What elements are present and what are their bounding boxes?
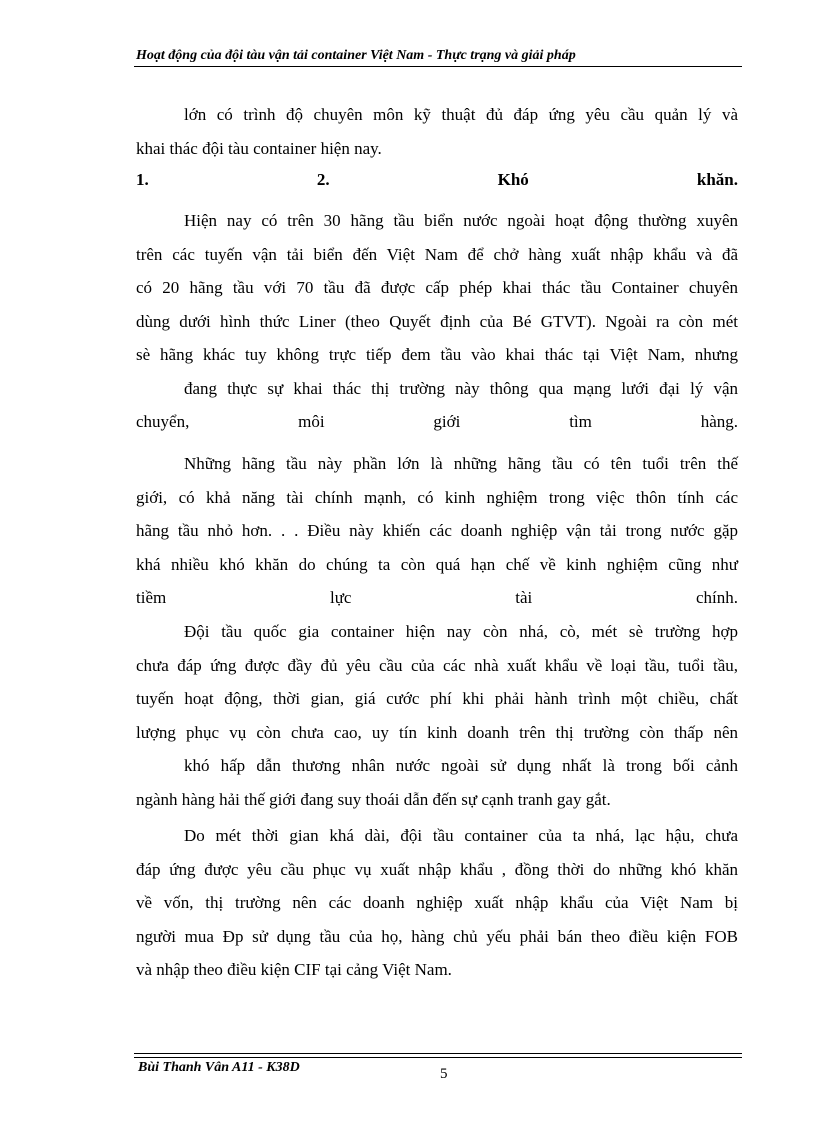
text-line: lượng phục vụ còn chưa cao, uy tín kinh doanh trên thị trường còn thấp nên: [136, 722, 738, 742]
text-line: Đội tầu quốc gia container hiện nay còn nhá, cò, mét sè trường hợp: [184, 622, 738, 641]
paragraph-1: [136, 204, 738, 439]
text-line: trên các tuyến vận tải biển đến Việt Nam để chở hàng xuất nhập khẩu và đã: [136, 244, 738, 264]
paragraph-2: [136, 447, 738, 615]
text-line: khó hấp dẫn thương nhân nước ngoài sử dụng nhất là trong bối cảnh: [184, 756, 738, 775]
text-line: Hiện nay có trên 30 hãng tầu biển nước ngoài hoạt động thường xuyên: [184, 211, 738, 230]
running-header: Hoạt động của đội tàu vận tải container Việt Nam - Thực trạng và giải pháp: [136, 48, 576, 63]
text-line: tiềm lực tài chính.: [136, 588, 738, 607]
page-number: 5: [440, 1066, 448, 1082]
text-line: hãng tầu nhỏ hơn. . . Điều này khiến các doanh nghiệp vận tải trong nước gặp: [136, 521, 738, 540]
text-line: đang thực sự khai thác thị trường này thông qua mạng lưới đại lý vận: [184, 378, 738, 398]
text-line: dùng dưới hình thức Liner (theo Quyết định của Bé GTVT). Ngoài ra còn mét: [136, 311, 738, 331]
text-line: tuyến hoạt động, thời gian, giá cước phí khi phải hành trình một chiều, chất: [136, 689, 738, 708]
text-line: Những hãng tầu này phần lớn là những hãng tầu có tên tuổi trên thế: [184, 454, 738, 473]
heading-number-1: 1.: [136, 170, 149, 189]
text-line: về vốn, thị trường nên các doanh nghiệp xuất nhập khẩu của Việt Nam bị: [136, 893, 738, 912]
text-line: lớn có trình độ chuyên môn kỹ thuật đủ đáp ứng yêu cầu quản lý và: [184, 105, 738, 124]
text-line: sè hãng khác tuy không trực tiếp đem tầu vào khai thác tại Việt Nam, nhưng: [136, 345, 738, 364]
text-line: khá nhiều khó khăn do chúng ta còn quá hạn chế về kinh nghiệm cũng như: [136, 554, 738, 574]
text-line: ngành hàng hải thế giới đang suy thoái dẫn đến sự cạnh tranh gay gắt.: [136, 789, 611, 809]
text-line: và nhập theo điều kiện CIF tại cảng Việt Nam.: [136, 960, 452, 979]
text-line: khai thác đội tàu container hiện nay.: [136, 138, 382, 158]
text-line: giới, có khả năng tài chính mạnh, có kinh nghiệm trong việc thôn tính các: [136, 487, 738, 507]
section-heading: [136, 170, 738, 190]
text-line: có 20 hãng tầu với 70 tầu đã được cấp phép khai thác tầu Container chuyên: [136, 278, 738, 297]
paragraph-intro: [136, 98, 738, 165]
header-divider: [134, 66, 742, 67]
heading-word-2: khăn.: [696, 170, 738, 189]
text-line: chưa đáp ứng được đầy đủ yêu cầu của các nhà xuất khẩu về loại tầu, tuổi tầu,: [136, 655, 738, 675]
text-line: đáp ứng được yêu cầu phục vụ xuất nhập khẩu , đồng thời do những khó khăn: [136, 859, 738, 879]
paragraph-3: [136, 615, 738, 816]
footer-divider-top: [134, 1053, 742, 1054]
text-line: người mua Ðp sử dụng tầu của họ, hàng chủ yếu phải bán theo điều kiện FOB: [136, 926, 738, 946]
text-line: chuyển, môi giới tìm hàng.: [136, 412, 738, 431]
heading-number-2: 2.: [316, 170, 330, 189]
footer-author: Bùi Thanh Vân A11 - K38D: [138, 1060, 300, 1075]
footer-divider-bottom: [134, 1057, 742, 1058]
heading-word-1: Khó: [497, 170, 529, 189]
text-line: Do mét thời gian khá dài, đội tầu container của ta nhá, lạc hậu, chưa: [184, 826, 738, 845]
paragraph-4: [136, 819, 738, 987]
